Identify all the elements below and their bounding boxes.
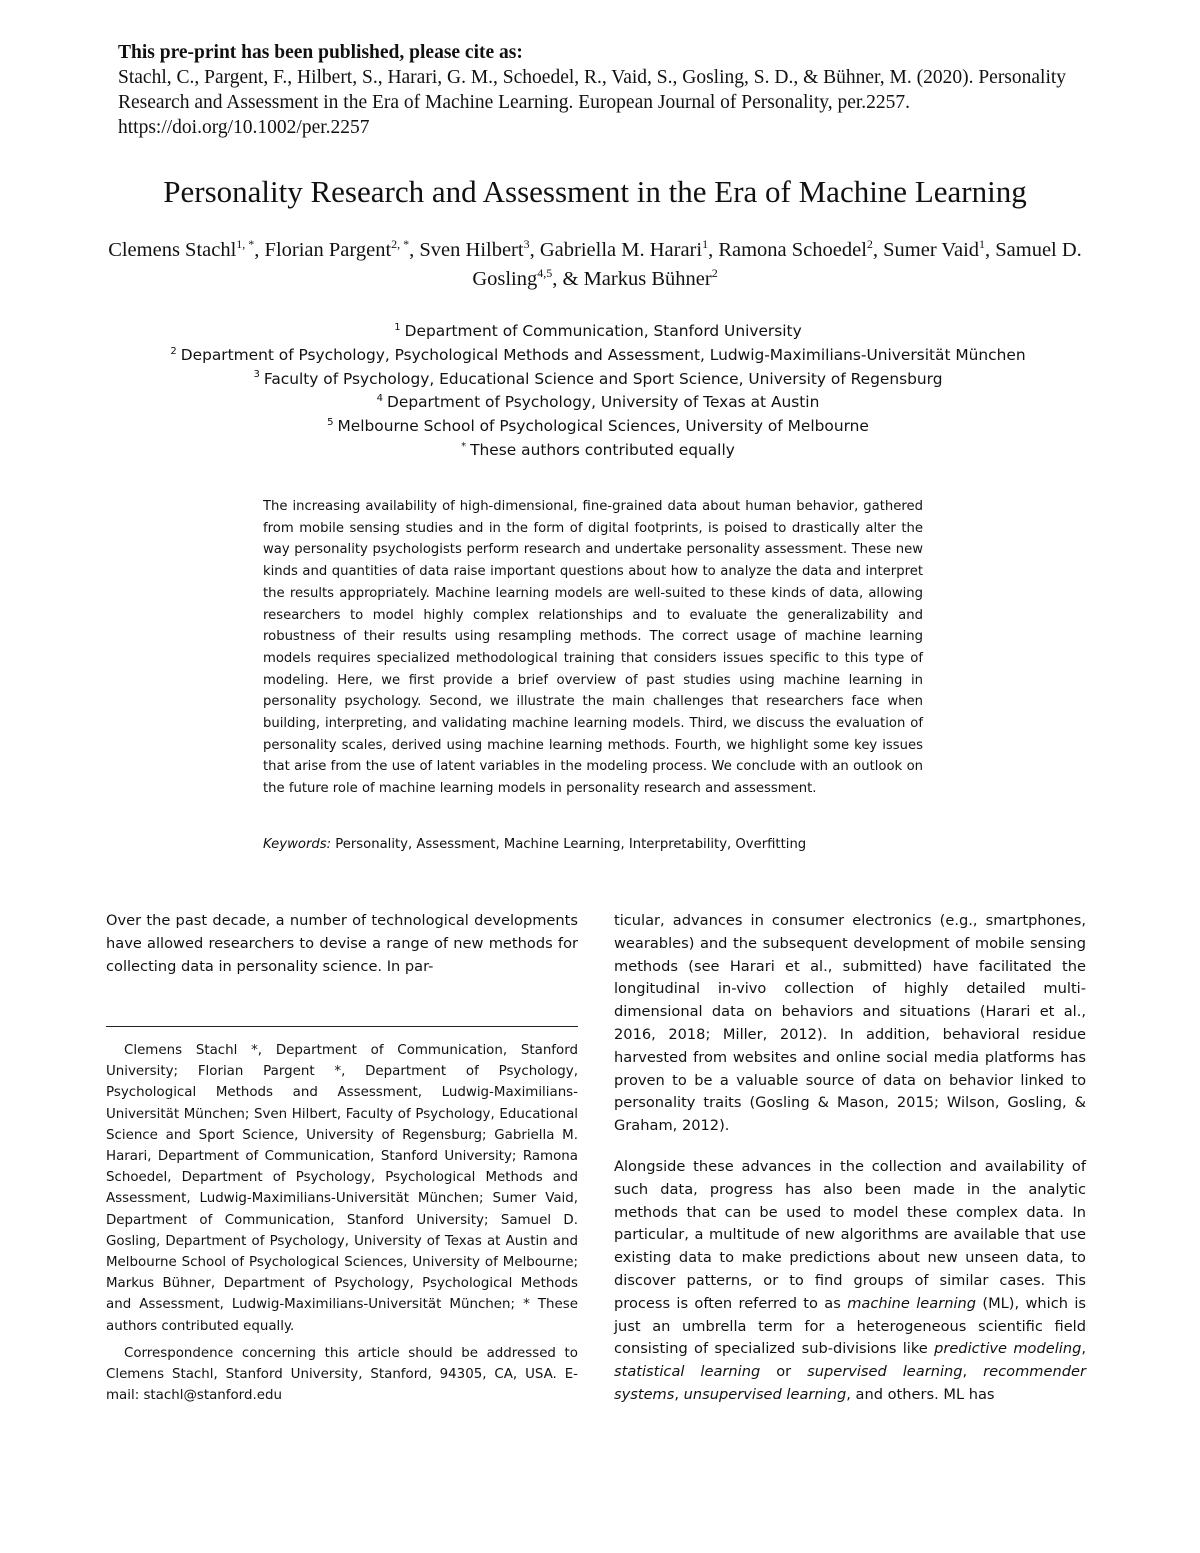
- keywords-label: Keywords:: [263, 837, 332, 852]
- emphasis: machine learning: [847, 1294, 977, 1312]
- affiliation: $^4$ Department of Psychology, University of Texas at Austin: [376, 393, 820, 412]
- paper-title: Personality Research and Assessment in the Era of Machine Learning: [163, 174, 1027, 209]
- intro-paragraph: Over the past decade, a number of technological developments have allowed researchers to devise a range of new methods for collecting data in personality science. In par-: [106, 912, 578, 975]
- author: Clemens Stachl$^{1, *}$,: [108, 237, 265, 261]
- keywords-text: Personality, Assessment, Machine Learning, Interpretability, Overfitting: [335, 837, 807, 852]
- affiliation: $^1$ Department of Communication, Stanford University: [394, 321, 802, 340]
- author: Ramona Schoedel$^2$,: [718, 237, 884, 261]
- author: Sumer Vaid$^1$,: [883, 237, 996, 261]
- author: Gabriella M. Harari$^1$,: [539, 237, 719, 261]
- author-footnote: [106, 1040, 578, 1406]
- affiliation-list: [0, 320, 1196, 463]
- footnote-divider: [106, 1026, 578, 1027]
- affiliation: $^5$ Melbourne School of Psychological Sciences, University of Melbourne: [327, 417, 869, 436]
- emphasis: statistical learning: [614, 1363, 761, 1381]
- author: Florian Pargent$^{2, *}$,: [264, 237, 420, 261]
- affiliation: $^3$ Faculty of Psychology, Educational Science and Sport Science, University of Regensburg: [253, 369, 943, 388]
- citation-heading: This pre-print has been published, please cite as:: [118, 42, 523, 63]
- footnote-correspondence: Correspondence concerning this article should be addressed to Clemens Stachl, Stanford University, Stanford, 94305, CA, USA. E-mail: stachl@stanford.edu: [106, 1345, 578, 1404]
- author: & Markus Bühner$^2$: [562, 266, 718, 290]
- author-list: [100, 236, 1090, 294]
- body-column-right: [614, 910, 1086, 1407]
- affiliation-equal-contribution: * These authors contributed equally: [461, 440, 735, 459]
- emphasis: predictive modeling: [934, 1340, 1082, 1358]
- citation-block: [118, 40, 1098, 140]
- emphasis: unsupervised learning: [683, 1385, 847, 1403]
- emphasis: recommender systems: [614, 1363, 1086, 1403]
- body-paragraph: Alongside these advances in the collection and availability of such data, progress has also been made in the analytic methods that can be used to model these complex data. In particular, a multitude of new algorithms are available that use existing data to make predictions about new unseen data, to discover patterns, or to find groups of similar cases. This process is often referred to as machine learning (ML), which is just an umbrella term for a heterogeneous scientific field consisting of specialized sub-divisions like predictive modeling, statistical learning or supervised learning, recommender systems, unsupervised learning, and others. ML has: [614, 1157, 1086, 1403]
- author: Sven Hilbert$^3$,: [419, 237, 540, 261]
- abstract: The increasing availability of high-dimensional, fine-grained data about human behavior, gathered from mobile sensing studies and in the form of digital footprints, is poised to drastically alter the way personality psychologists perform research and undertake personality assessment. These new kinds and quantities of data raise important questions about how to analyze the data and interpret the results appropriately. Machine learning models are well-suited to these kinds of data, allowing researchers to model highly complex relationships and to evaluate the generalizability and robustness of their results using resampling methods. The correct usage of machine learning models requires specialized methodological training that considers issues specific to this type of modeling. Here, we first provide a brief overview of past studies using machine learning in personality psychology. Second, we illustrate the main challenges that researchers face when building, interpreting, and validating machine learning models. Third, we discuss the evaluation of personality scales, derived using machine learning methods. Fourth, we highlight some key issues that arise from the use of latent variables in the modeling process. We conclude with an outlook on the future role of machine learning models in personality research and assessment.: [263, 499, 923, 797]
- author: Samuel D. Gosling$^{4,5}$,: [472, 239, 1082, 290]
- emphasis: supervised learning: [807, 1363, 963, 1381]
- body-column-left: [106, 910, 578, 978]
- affiliation: $^2$ Department of Psychology, Psychological Methods and Assessment, Ludwig-Maximilians-Universität München: [170, 345, 1026, 364]
- citation-text: Stachl, C., Pargent, F., Hilbert, S., Harari, G. M., Schoedel, R., Vaid, S., Gosling, S. D., & Bühner, M. (2020). Personality Research and Assessment in the Era of Machine Learning. European Journal of Personality, per.2257. https://doi.org/10.1002/per.2257: [118, 67, 1067, 138]
- footnote-affiliations: Clemens Stachl *, Department of Communication, Stanford University; Florian Pargent *, Department of Psychology, Psychological Methods and Assessment, Ludwig-Maximilians-Universität München; Sven Hilbert, Faculty of Psychology, Educational Science and Sport Science, University of Regensburg; Gabriella M. Harari, Department of Communication, Stanford University; Ramona Schoedel, Department of Psychology, Psychological Methods and Assessment, Ludwig-Maximilians-Universität München; Sumer Vaid, Department of Communication, Stanford University; Samuel D. Gosling, Department of Psychology, University of Texas at Austin and Melbourne School of Psychological Sciences, University of Melbourne; Markus Bühner, Department of Psychology, Psychological Methods and Assessment, Ludwig-Maximilians-Universität München; * These authors contributed equally.: [106, 1043, 578, 1334]
- keywords: [263, 835, 923, 855]
- body-paragraph: ticular, advances in consumer electronics (e.g., smartphones, wearables) and the subsequent development of mobile sensing methods (see Harari et al., submitted) have facilitated the longitudinal in-vivo collection of highly detailed multi-dimensional data on behaviors and situations (Harari et al., 2016, 2018; Miller, 2012). In addition, behavioral residue harvested from websites and online social media platforms has proven to be a valuable source of data on behavior linked to personality traits (Gosling & Mason, 2015; Wilson, Gosling, & Graham, 2012).: [614, 912, 1086, 1135]
